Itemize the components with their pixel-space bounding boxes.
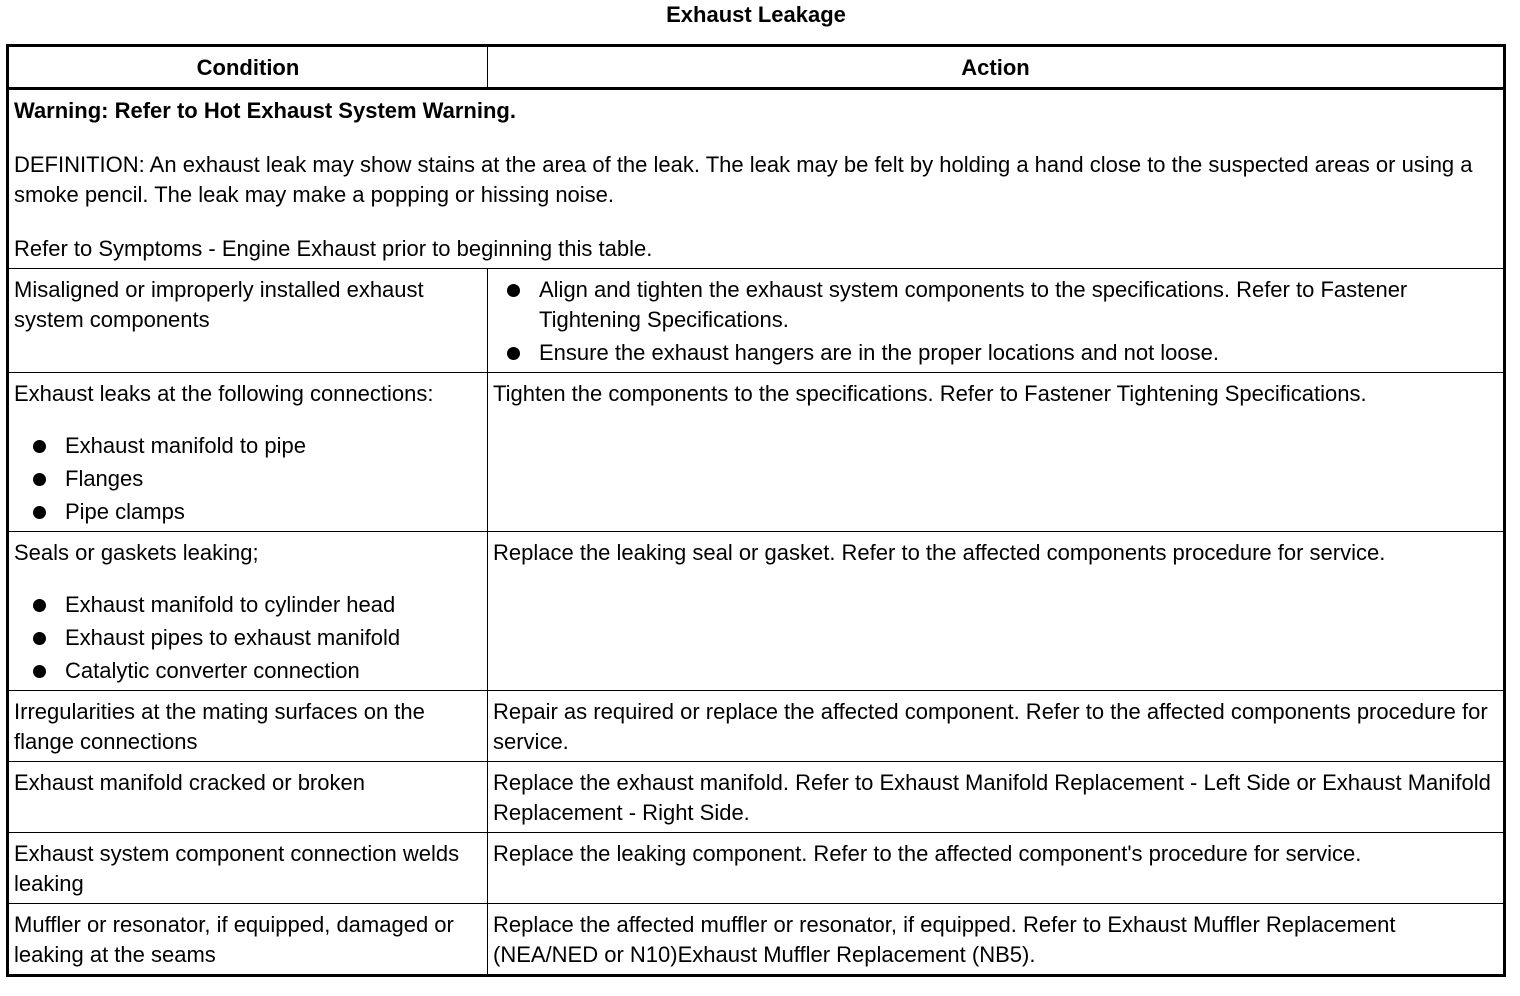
action-cell: Replace the leaking seal or gasket. Refer to the affected components procedure for service. xyxy=(488,532,1505,691)
condition-list-item: Exhaust manifold to pipe xyxy=(14,431,482,461)
header-condition: Condition xyxy=(8,46,488,89)
condition-list-item: Exhaust manifold to cylinder head xyxy=(14,590,482,620)
warning-text: Warning: Refer to Hot Exhaust System Warning. xyxy=(14,98,516,123)
condition-cell: Exhaust system component connection welds leaking xyxy=(8,833,488,904)
condition-list xyxy=(14,431,482,527)
refer-text: Refer to Symptoms - Engine Exhaust prior to beginning this table. xyxy=(14,236,653,261)
action-list xyxy=(493,275,1498,368)
table-row xyxy=(8,904,1505,976)
action-cell: Repair as required or replace the affected component. Refer to the affected components procedure for service. xyxy=(488,691,1505,762)
condition-text: Exhaust leaks at the following connections: xyxy=(14,381,434,406)
condition-text: Seals or gaskets leaking; xyxy=(14,540,259,565)
condition-cell: Misaligned or improperly installed exhaust system components xyxy=(8,269,488,373)
info-cell xyxy=(8,89,1505,269)
action-list-item: Ensure the exhaust hangers are in the proper locations and not loose. xyxy=(493,338,1498,368)
action-list-item: Align and tighten the exhaust system components to the specifications. Refer to Fastener Tightening Specifications. xyxy=(493,275,1498,335)
page-title: Exhaust Leakage xyxy=(666,2,846,27)
info-row xyxy=(8,89,1505,269)
header-action: Action xyxy=(488,46,1505,89)
table-row xyxy=(8,833,1505,904)
action-cell: Replace the exhaust manifold. Refer to Exhaust Manifold Replacement - Left Side or Exhaust Manifold Replacement - Right Side. xyxy=(488,762,1505,833)
exhaust-leakage-table xyxy=(6,44,1506,977)
action-cell xyxy=(488,269,1505,373)
table-row xyxy=(8,373,1505,532)
condition-list-item: Catalytic converter connection xyxy=(14,656,482,686)
condition-list xyxy=(14,590,482,686)
condition-list-item: Flanges xyxy=(14,464,482,494)
table-row xyxy=(8,532,1505,691)
definition-text: DEFINITION: An exhaust leak may show stains at the area of the leak. The leak may be felt by holding a hand close to the suspected areas or using a smoke pencil. The leak may make a popping or hissing noise. xyxy=(14,152,1473,207)
table-row xyxy=(8,269,1505,373)
condition-list-item: Pipe clamps xyxy=(14,497,482,527)
condition-cell xyxy=(8,532,488,691)
table-row xyxy=(8,762,1505,833)
condition-cell: Irregularities at the mating surfaces on the flange connections xyxy=(8,691,488,762)
action-cell: Replace the affected muffler or resonator, if equipped. Refer to Exhaust Muffler Replacement (NEA/NED or N10)Exhaust Muffler Replacement (NB5). xyxy=(488,904,1505,976)
condition-cell: Exhaust manifold cracked or broken xyxy=(8,762,488,833)
table-header-row xyxy=(8,46,1505,89)
action-cell: Replace the leaking component. Refer to the affected component's procedure for service. xyxy=(488,833,1505,904)
condition-list-item: Exhaust pipes to exhaust manifold xyxy=(14,623,482,653)
condition-cell: Muffler or resonator, if equipped, damaged or leaking at the seams xyxy=(8,904,488,976)
action-cell: Tighten the components to the specifications. Refer to Fastener Tightening Specifications. xyxy=(488,373,1505,532)
condition-cell xyxy=(8,373,488,532)
table-row xyxy=(8,691,1505,762)
